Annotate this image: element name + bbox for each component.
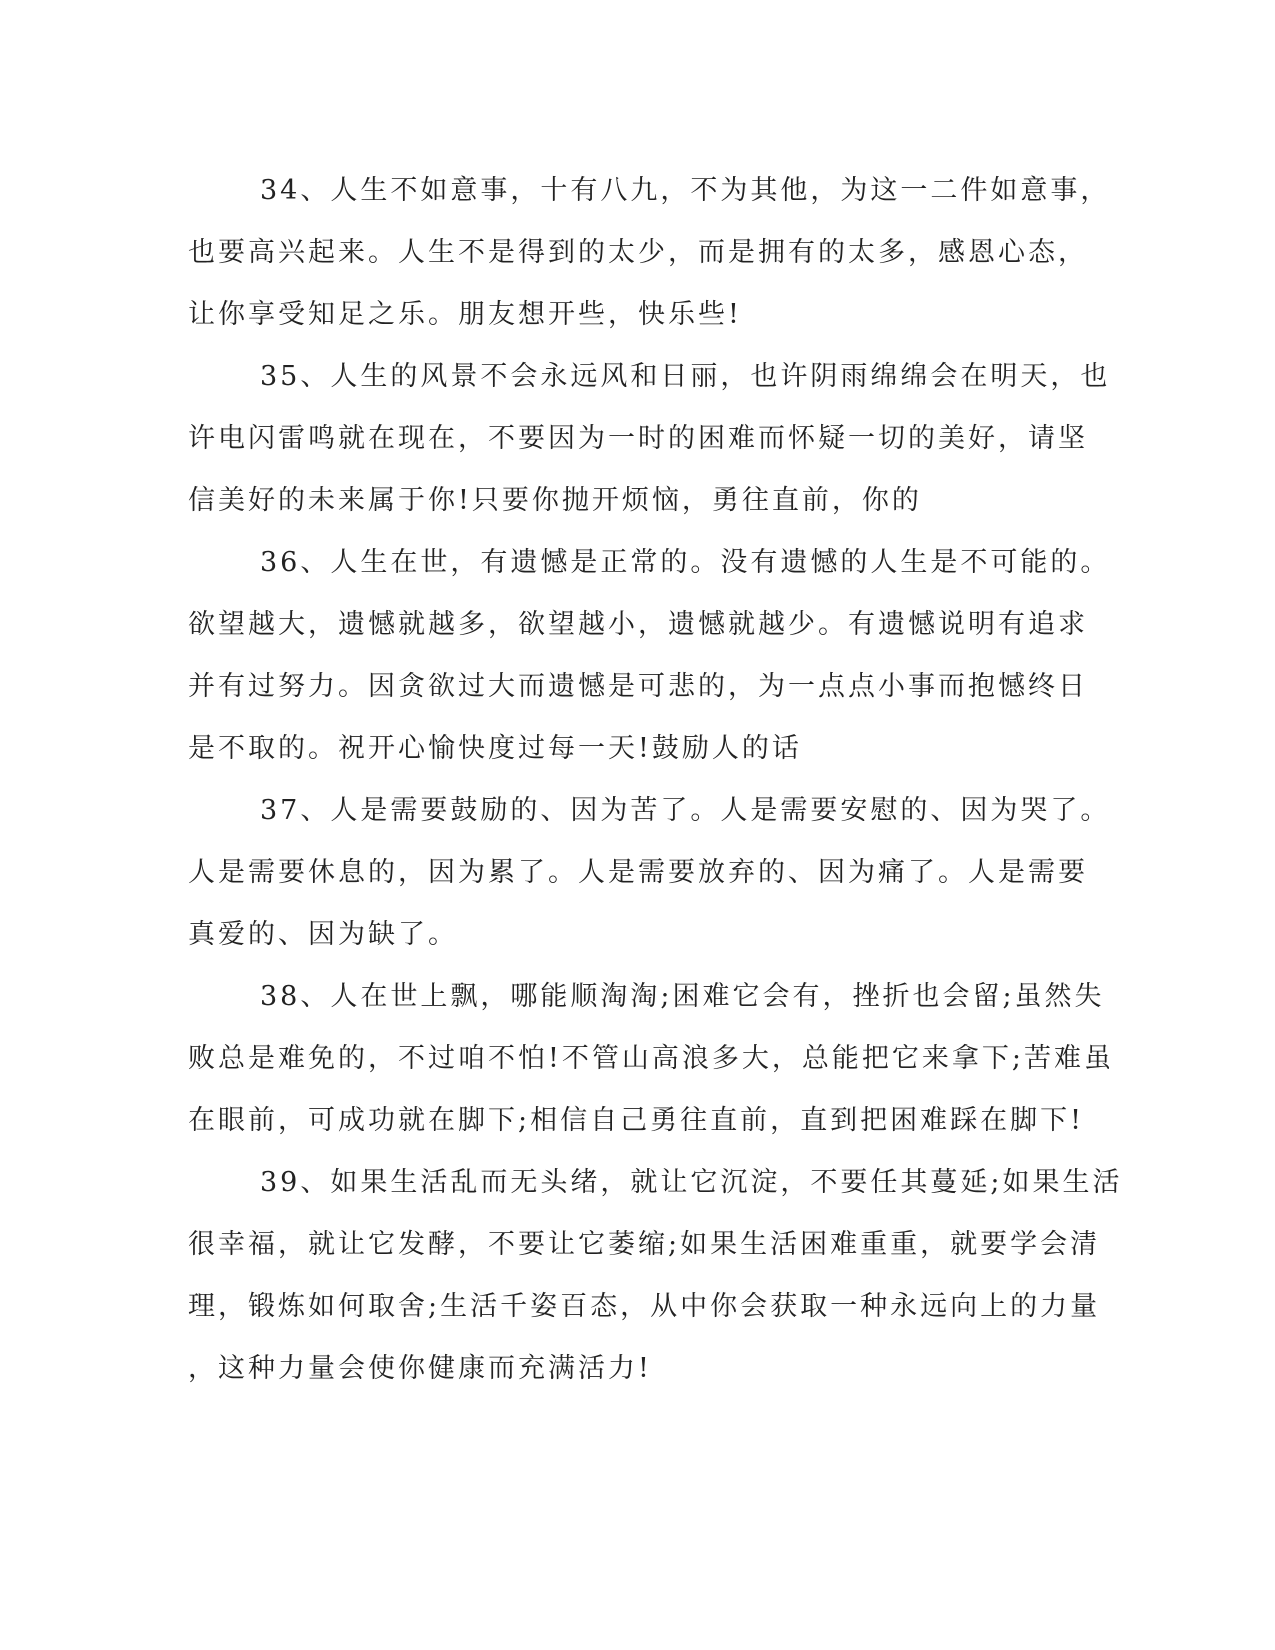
text-line: ，这种力量会使你健康而充满活力!	[188, 1353, 652, 1384]
text-line: 信美好的未来属于你!只要你抛开烦恼，勇往直前，你的	[188, 485, 922, 516]
text-line: 理，锻炼如何取舍;生活千姿百态，从中你会获取一种永远向上的力量	[188, 1291, 1101, 1322]
text-line: 让你享受知足之乐。朋友想开些，快乐些!	[188, 299, 742, 330]
document-body	[188, 160, 1123, 1400]
text-line: 37、人是需要鼓励的、因为苦了。人是需要安慰的、因为哭了。	[260, 795, 1111, 826]
text-line: 是不取的。祝开心愉快度过每一天!鼓励人的话	[188, 733, 802, 764]
text-line: 很幸福，就让它发酵，不要让它萎缩;如果生活困难重重，就要学会清	[188, 1229, 1101, 1260]
paragraph-34	[188, 160, 1111, 346]
text-line: 欲望越大，遗憾就越多，欲望越小，遗憾就越少。有遗憾说明有追求	[188, 609, 1088, 640]
paragraph-37	[188, 780, 1111, 966]
paragraph-38	[188, 966, 1114, 1152]
paragraph-39	[188, 1152, 1123, 1400]
text-line: 在眼前，可成功就在脚下;相信自己勇往直前，直到把困难踩在脚下!	[188, 1105, 1084, 1136]
text-line: 并有过努力。因贪欲过大而遗憾是可悲的，为一点点小事而抱憾终日	[188, 671, 1088, 702]
text-line: 也要高兴起来。人生不是得到的太少，而是拥有的太多，感恩心态，	[188, 237, 1088, 268]
text-line: 真爱的、因为缺了。	[188, 919, 458, 950]
text-line: 39、如果生活乱而无头绪，就让它沉淀，不要任其蔓延;如果生活	[260, 1167, 1123, 1198]
text-line: 34、人生不如意事，十有八九，不为其他，为这一二件如意事，	[260, 175, 1111, 206]
text-line: 36、人生在世，有遗憾是正常的。没有遗憾的人生是不可能的。	[260, 547, 1111, 578]
paragraph-36	[188, 532, 1111, 780]
text-line: 败总是难免的，不过咱不怕!不管山高浪多大，总能把它来拿下;苦难虽	[188, 1043, 1114, 1074]
text-line: 许电闪雷鸣就在现在，不要因为一时的困难而怀疑一切的美好，请坚	[188, 423, 1088, 454]
text-line: 38、人在世上飘，哪能顺淘淘;困难它会有，挫折也会留;虽然失	[260, 981, 1105, 1012]
text-line: 35、人生的风景不会永远风和日丽，也许阴雨绵绵会在明天，也	[260, 361, 1111, 392]
text-line: 人是需要休息的，因为累了。人是需要放弃的、因为痛了。人是需要	[188, 857, 1088, 888]
paragraph-35	[188, 346, 1111, 532]
